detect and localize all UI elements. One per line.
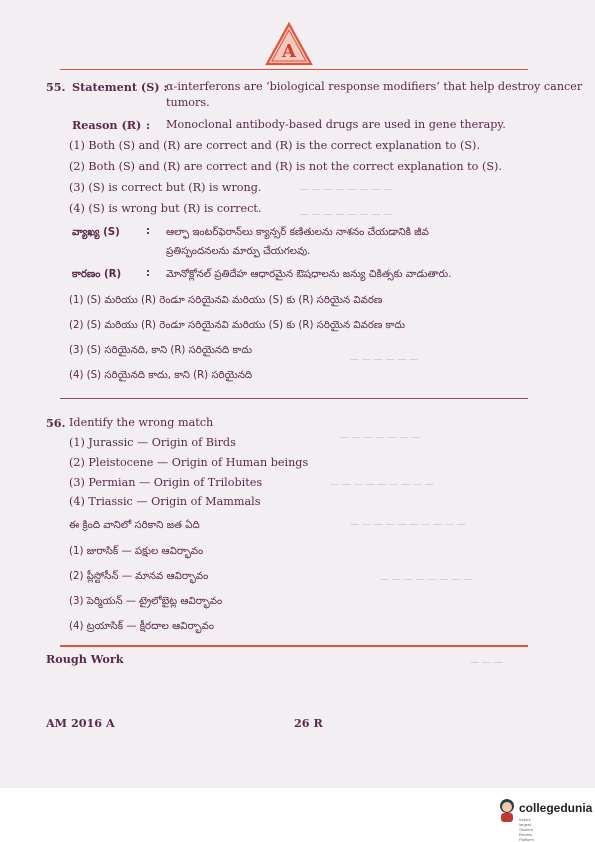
- rough-work-label: Rough Work: [46, 652, 124, 666]
- q55-reason-text: Monoclonal antibody-based drugs are used in gene therapy.: [166, 118, 506, 131]
- logo-letter: A: [282, 41, 296, 62]
- header-divider: [60, 69, 528, 70]
- q55-tel-option-1: (1) (S) మరియు (R) రెండూ సరియైనవి మరియు (S) కు (R) సరియైన వివరణ: [69, 295, 383, 306]
- q55-option-2: (2) Both (S) and (R) are correct and (R) is not the correct explanation to (S).: [69, 160, 502, 173]
- q55-reason-label: Reason (R): [72, 118, 142, 132]
- q55-tel-statement-text-cont: ప్రతిస్పందనలను మార్పు చేయగలవు.: [166, 246, 311, 257]
- q55-tel-statement-label: వ్యాఖ్య (S): [72, 227, 120, 238]
- q55-tel-reason-label: కారణం (R): [72, 269, 122, 280]
- q55-number: 55.: [46, 80, 66, 94]
- q55-statement-label: Statement (S) :: [72, 80, 168, 94]
- exam-page: A — — — — — — — — — — — — — — — — — — — — — — — — — — — — — — — — — — — — — — — — — — — — — — — — — — — — — — — — — — — 55. Statement (S) : α-interferons are ‘biological response modifiers’ that help destroy cancer tumors. Reason (R) : Monoclonal antibody-based drugs are used in gene therapy. (1) Both (S) and (R) are correct and (R) is the correct explanation to (S). (2) Both (S) and (R) are correct and (R) is not the correct explanation to (S). (3) (S) is correct but (R) is wrong. (4) (S) is wrong but (R) is correct. వ్యాఖ్య (S) : ఆల్ఫా ఇంటర్‌ఫెరాన్‌లు క్యాన్సర్ కణితులను నాశనం చేయడానికి జీవ ప్రతిస్పందనలను మార్పు చేయగలవు. కారణం (R) : మోనోక్లోనల్ ప్రతిదేహ ఆధారమైన ఔషధాలను జన్యు చికిత్సకు వాడుతారు. (1) (S) మరియు (R) రెండూ సరియైనవి మరియు (S) కు (R) సరియైన వివరణ (2) (S) మరియు (R) రెండూ సరియైనవి మరియు (S) కు (R) సరియైన వివరణ కాదు (3) (S) సరియైనది, కాని (R) సరియైనది కాదు (4) (S) సరియైనది కాదు, కాని (R) సరియైనది 56. Identify the wrong match (1) Jurassic — Origin of Birds (2) Pleistocene — Origin of Human beings (3) Permian — Origin of Trilobites (4) Triassic — Origin of Mammals ఈ క్రింది వానిలో సరికాని జత ఏది (1) జురాసిక్ — పక్షుల ఆవిర్భావం (2) ప్లీస్టోసీన్ — మానవ ఆవిర్భావం (3) పెర్మియన్ — ట్రైలోబైట్ల ఆవిర్భావం (4) ట్రయాసిక్ — క్షీరదాల ఆవిర్భావం Rough Work AM 2016 A 26 R: [0, 0, 595, 788]
- question-divider: [60, 398, 528, 399]
- q55-tel-reason-colon: :: [146, 268, 151, 279]
- q55-tel-option-2: (2) (S) మరియు (R) రెండూ సరియైనవి మరియు (S) కు (R) సరియైన వివరణ కాదు: [69, 320, 406, 331]
- q55-option-4: (4) (S) is wrong but (R) is correct.: [69, 202, 262, 215]
- q55-tel-option-3: (3) (S) సరియైనది, కాని (R) సరియైనది కాదు: [69, 345, 253, 356]
- booklet-code: AM 2016 A: [46, 716, 115, 730]
- q56-option-4: (4) Triassic — Origin of Mammals: [69, 495, 261, 508]
- q55-tel-reason-text: మోనోక్లోనల్ ప్రతిదేహ ఆధారమైన ఔషధాలను జన్యు చికిత్సకు వాడుతారు.: [166, 269, 452, 280]
- q55-statement-text: α-interferons are ‘biological response modifiers’ that help destroy cancer: [166, 80, 583, 93]
- q56-option-3: (3) Permian — Origin of Trilobites: [69, 476, 263, 489]
- q56-option-1: (1) Jurassic — Origin of Birds: [69, 436, 236, 449]
- q56-number: 56.: [46, 416, 66, 430]
- brand-name: collegedunia: [519, 801, 593, 815]
- set-a-logo-icon: [265, 22, 313, 66]
- q55-option-3: (3) (S) is correct but (R) is wrong.: [69, 181, 262, 194]
- q56-question: Identify the wrong match: [69, 416, 214, 429]
- q55-tel-option-4: (4) (S) సరియైనది కాదు, కాని (R) సరియైనది: [69, 370, 253, 381]
- rough-work-divider: [60, 645, 528, 647]
- q55-tel-statement-text: ఆల్ఫా ఇంటర్‌ఫెరాన్‌లు క్యాన్సర్ కణితులను నాశనం చేయడానికి జీవ: [166, 227, 429, 238]
- bleed-through: — — — — — — — —: [300, 185, 393, 195]
- q56-tel-question: ఈ క్రింది వానిలో సరికాని జత ఏది: [69, 520, 200, 531]
- q56-tel-option-4: (4) ట్రయాసిక్ — క్షీరదాల ఆవిర్భావం: [69, 621, 214, 632]
- q55-reason-colon: :: [146, 118, 151, 132]
- q56-tel-option-3: (3) పెర్మియన్ — ట్రైలోబైట్ల ఆవిర్భావం: [69, 596, 223, 607]
- brand-tagline: India's largest Student Review Platform: [519, 817, 534, 842]
- q55-option-1: (1) Both (S) and (R) are correct and (R) is the correct explanation to (S).: [69, 139, 480, 152]
- student-avatar-icon: [497, 797, 517, 823]
- q56-option-2: (2) Pleistocene — Origin of Human beings: [69, 456, 309, 469]
- q55-tel-statement-colon: :: [146, 226, 151, 237]
- q55-statement-text-cont: tumors.: [166, 96, 210, 109]
- page-number: 26 R: [294, 716, 323, 730]
- q56-tel-option-2: (2) ప్లీస్టోసీన్ — మానవ ఆవిర్భావం: [69, 571, 209, 582]
- q56-tel-option-1: (1) జురాసిక్ — పక్షుల ఆవిర్భావం: [69, 546, 204, 557]
